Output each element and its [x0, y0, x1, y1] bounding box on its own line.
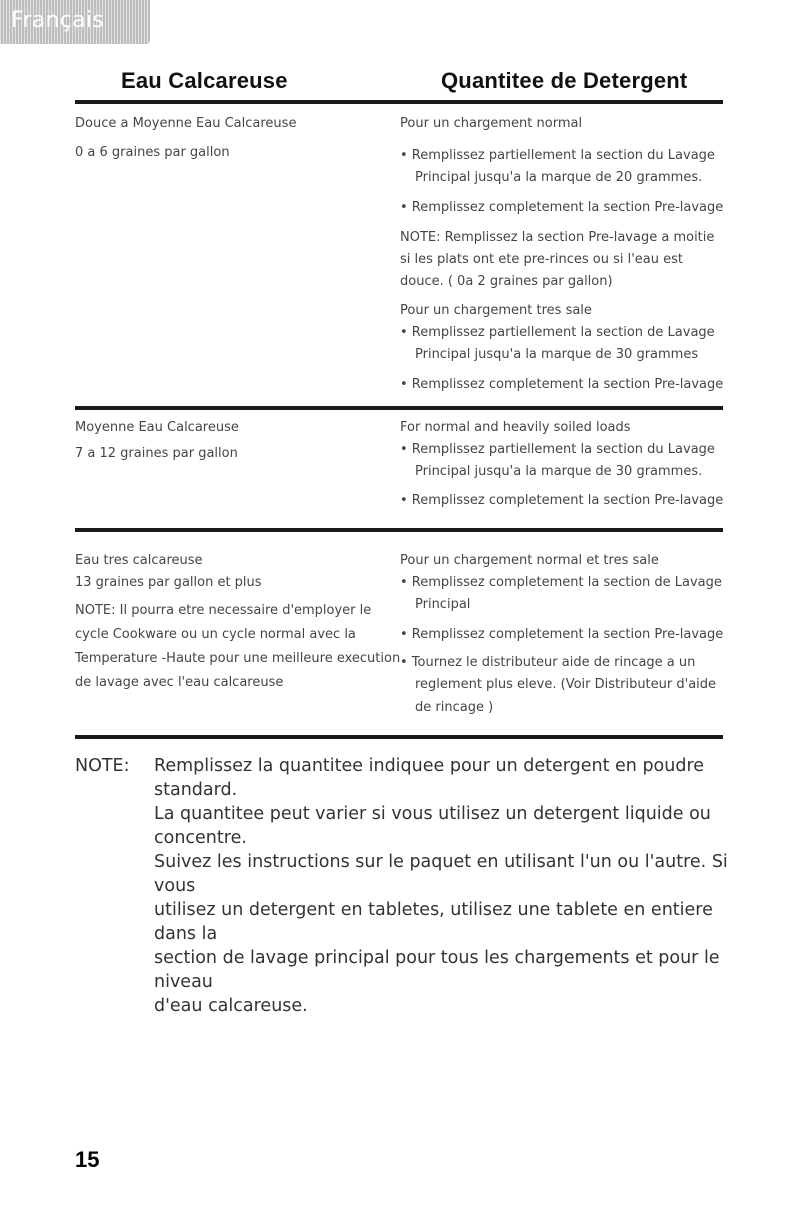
row-cell-text: Principal jusqu'a la marque de 20 grammes.: [415, 170, 703, 185]
row-cell-text: 7 a 12 graines par gallon: [75, 446, 238, 461]
row-cell-text: cycle Cookware ou un cycle normal avec la: [75, 627, 356, 642]
row-divider: [75, 528, 723, 532]
row-cell-text: For normal and heavily soiled loads: [400, 420, 631, 435]
row-cell-text: Moyenne Eau Calcareuse: [75, 420, 239, 435]
note-line: utilisez un detergent en tabletes, utilisez une tablete en entiere dans la: [154, 900, 713, 944]
row-cell-text: • Remplissez partiellement la section du Lavage: [400, 442, 715, 457]
row-cell-text: 13 graines par gallon et plus: [75, 575, 262, 590]
row-cell-text: • Remplissez partiellement la section du Lavage: [400, 148, 715, 163]
row-cell-text: Principal jusqu'a la marque de 30 grammes: [415, 347, 699, 362]
detergent-note: [75, 754, 735, 1018]
row-cell-text: NOTE: Remplissez la section Pre-lavage a moitie: [400, 230, 715, 245]
row-cell-text: • Remplissez completement la section Pre-lavage: [400, 493, 724, 508]
note-line: d'eau calcareuse.: [154, 996, 308, 1016]
row-cell-text: • Remplissez partiellement la section de Lavage: [400, 325, 715, 340]
row-cell-text: Temperature -Haute pour une meilleure execution: [75, 651, 401, 666]
row-cell-text: 0 a 6 graines par gallon: [75, 145, 230, 160]
row-cell-text: • Remplissez completement la section Pre-lavage: [400, 200, 724, 215]
row-cell-text: Eau tres calcareuse: [75, 553, 203, 568]
header-rule: [75, 100, 723, 104]
row-cell-text: Pour un chargement tres sale: [400, 303, 592, 318]
row-cell-text: • Remplissez completement la section de Lavage: [400, 575, 722, 590]
row-cell-text: NOTE: Il pourra etre necessaire d'employer le: [75, 603, 372, 618]
column-heading-detergent-quantity: Quantitee de Detergent: [441, 68, 688, 93]
row-cell-text: Pour un chargement normal et tres sale: [400, 553, 659, 568]
row-divider: [75, 406, 723, 410]
row-cell-text: Pour un chargement normal: [400, 116, 583, 131]
note-line: section de lavage principal pour tous les chargements et pour le niveau: [154, 948, 720, 992]
row-cell-text: Principal jusqu'a la marque de 30 grammes.: [415, 464, 703, 479]
row-cell-text: de rincage ): [415, 700, 494, 715]
row-cell-text: de lavage avec l'eau calcareuse: [75, 675, 284, 690]
row-cell-text: douce. ( 0a 2 graines par gallon): [400, 274, 613, 289]
row-cell-text: • Remplissez completement la section Pre-lavage: [400, 627, 724, 642]
row-cell-text: • Tournez le distributeur aide de rincage a un: [400, 655, 696, 670]
column-heading-water-hardness: Eau Calcareuse: [121, 68, 288, 93]
page-number: 15: [75, 1147, 100, 1172]
row-cell-text: si les plats ont ete pre-rinces ou si l'eau est: [400, 252, 683, 267]
row-cell-text: Principal: [415, 597, 471, 612]
language-tab: [0, 0, 150, 44]
language-tab-label: Français: [11, 8, 105, 33]
note-line: Remplissez la quantitee indiquee pour un detergent en poudre standard.: [154, 756, 705, 800]
row-cell-text: Douce a Moyenne Eau Calcareuse: [75, 116, 297, 131]
row-cell-text: reglement plus eleve. (Voir Distributeur d'aide: [415, 677, 717, 692]
row-cell-text: • Remplissez completement la section Pre-lavage: [400, 377, 724, 392]
note-line: Suivez les instructions sur le paquet en utilisant l'un ou l'autre. Si vous: [154, 852, 728, 896]
note-prefix: NOTE:: [75, 756, 130, 776]
table-bottom-rule: [75, 735, 723, 739]
note-line: La quantitee peut varier si vous utilisez un detergent liquide ou concentre.: [154, 804, 711, 848]
